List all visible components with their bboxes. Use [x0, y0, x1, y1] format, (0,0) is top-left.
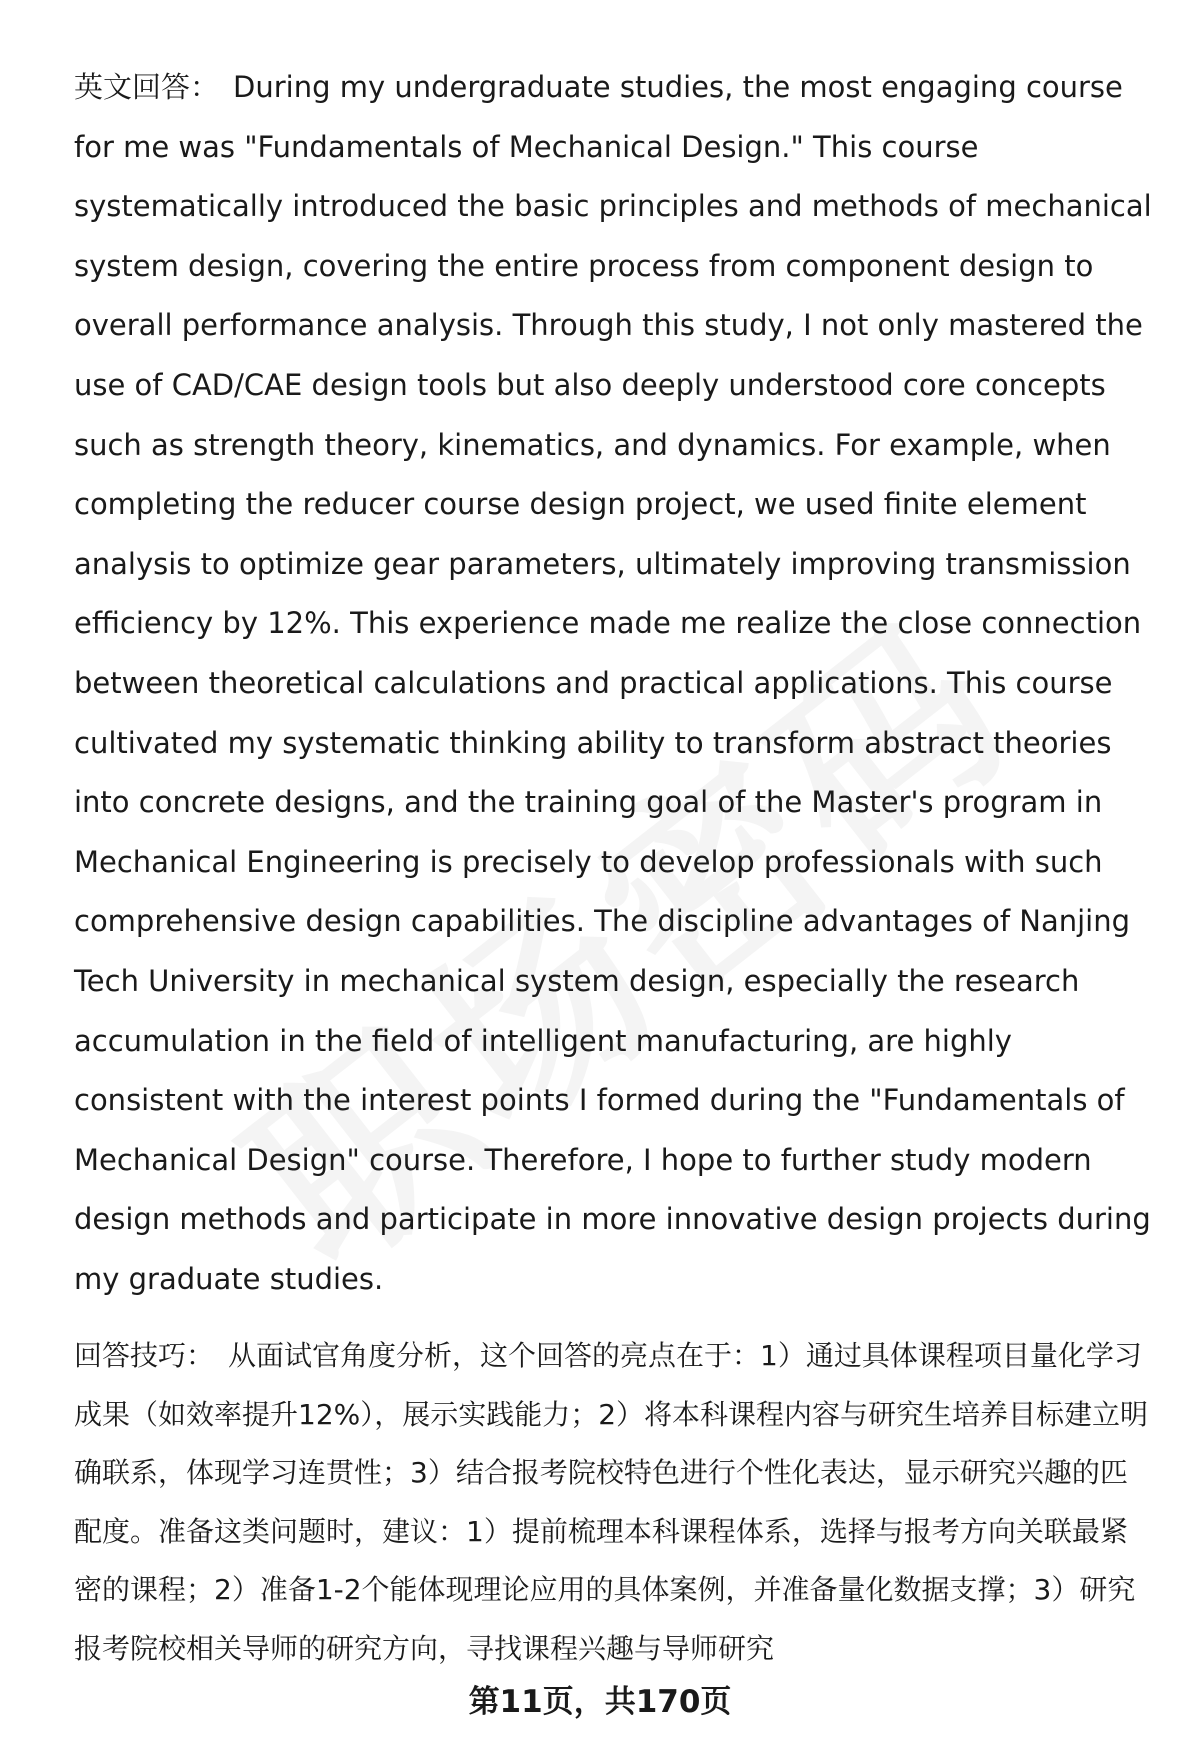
answer-tips-paragraph	[74, 1327, 1154, 1678]
answer-tips-text: 从面试官角度分析，这个回答的亮点在于：1）通过具体课程项目量化学习成果（如效率提升12%），展示实践能力；2）将本科课程内容与研究生培养目标建立明确联系，体现学习连贯性；3）结合报考院校特色进行个性化表达，显示研究兴趣的匹配度。准备这类问题时，建议：1）提前梳理本科课程体系，选择与报考方向关联最紧密的课程；2）准备1-2个能体现理论应用的具体案例，并准备量化数据支撑；3）研究报考院校相关导师的研究方向，寻找课程兴趣与导师研究	[74, 1339, 1149, 1665]
answer-tips-label: 回答技巧：	[74, 1339, 215, 1373]
english-answer-text: During my undergraduate studies, the most engaging course for me was "Fundamentals of Mechanical Design." This course systematically introduced the basic principles and methods of mechanical system design, covering the entire process from component design to overall performance analysis. Through this study, I not only mastered the use of CAD/CAE design tools but also deeply understood core concepts such as strength theory, kinematics, and dynamics. For example, when completing the reducer course design project, we used finite element analysis to optimize gear parameters, ultimately improving transmission efficiency by 12%. This experience made me realize the close connection between theoretical calculations and practical applications. This course cultivated my systematic thinking ability to transform abstract theories into concrete designs, and the training goal of the Master's program in Mechanical Engineering is precisely to develop professionals with such comprehensive design capabilities. The discipline advantages of Nanjing Tech University in mechanical system design, especially the research accumulation in the field of intelligent manufacturing, are highly consistent with the interest points I formed during the "Fundamentals of Mechanical Design" course. Therefore, I hope to further study modern design methods and participate in more innovative design projects during my graduate studies.	[74, 70, 1152, 1296]
english-answer-label: 英文回答：	[74, 70, 220, 104]
document-page	[74, 58, 1154, 1678]
page-number: 第11页，共170页	[468, 1684, 732, 1720]
english-answer-paragraph	[74, 58, 1154, 1309]
